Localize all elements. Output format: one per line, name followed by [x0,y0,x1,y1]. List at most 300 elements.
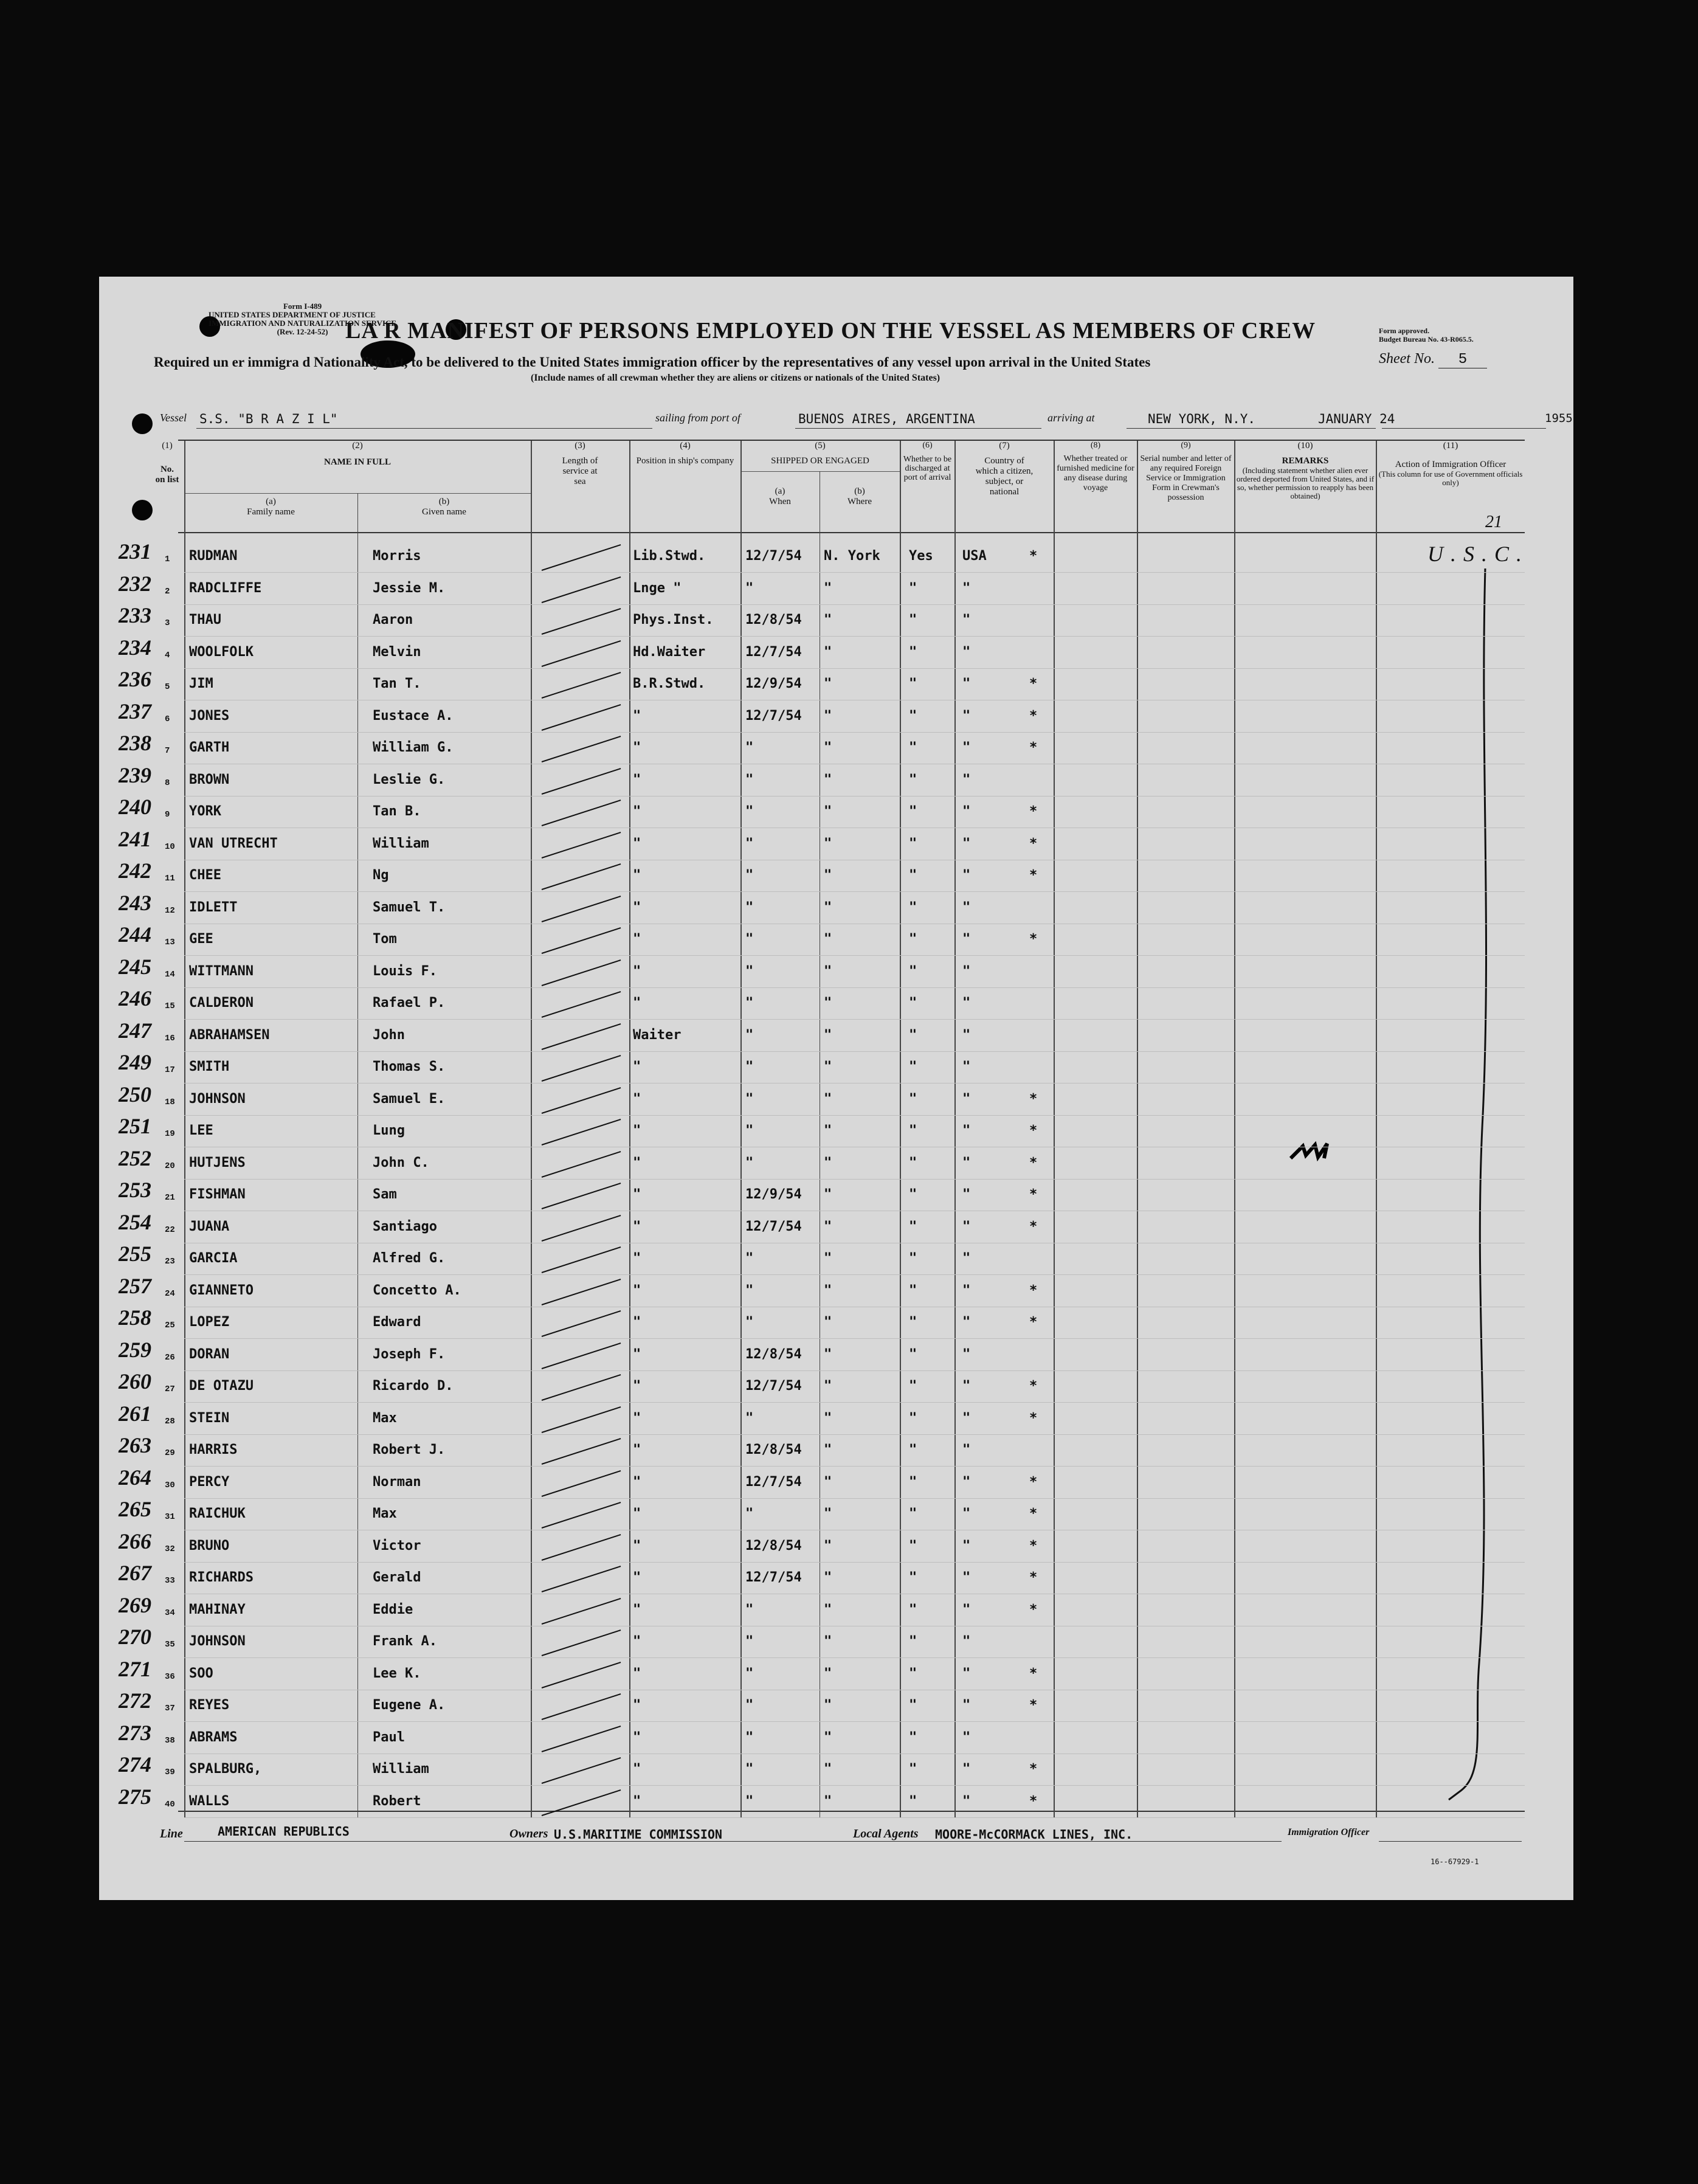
crew-family-name: WOOLFOLK [189,644,254,660]
crew-shipped-when: " [745,1698,754,1713]
crew-shipped-when: " [745,1602,754,1617]
crew-discharge: " [909,1027,917,1043]
col-10-label: REMARKS [1282,456,1329,466]
handwritten-list-number: 233 [119,603,151,627]
crew-mark: * [1029,931,1038,947]
col-5-number: (5) [815,441,826,451]
crew-given-name: Edward [373,1315,421,1330]
crew-country: " [962,1729,971,1745]
handwritten-list-number: 251 [119,1114,151,1138]
crew-family-name: CALDERON [189,995,254,1011]
crew-country: " [962,1282,971,1298]
handwritten-list-number: 245 [119,954,151,979]
crew-mark: * [1029,1378,1038,1394]
service-slash-mark [536,1052,627,1083]
crew-position: Hd.Waiter [633,644,706,660]
col-6-header [902,441,953,482]
col-5b-number: (b) [854,486,865,496]
table-row [99,669,1522,700]
crew-discharge: " [909,740,917,755]
crew-given-name: Ricardo D. [373,1378,454,1394]
col-8-number: (8) [1090,441,1101,450]
crew-family-name: RICHARDS [189,1570,254,1585]
c11-handwritten-mark: 21 [1485,513,1502,531]
list-sequence-number: 24 [165,1288,175,1299]
crew-country: " [962,708,971,724]
service-slash-mark [536,1754,627,1786]
col-4-number: (4) [680,441,691,451]
handwritten-list-number: 272 [119,1688,151,1713]
service-slash-mark [536,829,627,860]
crew-shipped-where: " [824,1506,832,1521]
crew-mark: * [1029,1506,1038,1521]
handwritten-usc: U.S.C. [1427,542,1530,566]
service-slash-mark [536,1595,627,1626]
crew-country: " [962,1251,971,1266]
crew-position: " [633,1155,641,1170]
crew-position: Phys.Inst. [633,612,714,627]
crew-shipped-when: " [745,1091,754,1107]
crew-shipped-where: " [824,1315,832,1330]
table-row [99,1084,1522,1116]
list-sequence-number: 27 [165,1384,175,1394]
table-row [99,1656,1522,1690]
crew-shipped-when: " [745,1634,754,1649]
crew-country: " [962,1187,971,1202]
crew-family-name: YORK [189,804,221,819]
crew-mark: * [1029,1218,1038,1234]
crew-shipped-when: 12/8/54 [745,1346,802,1362]
handwritten-list-number: 274 [119,1752,151,1777]
crew-position: " [633,931,641,947]
crew-family-name: SOO [189,1665,213,1681]
col-2-label: NAME IN FULL [323,457,391,467]
crew-position: " [633,1410,641,1426]
list-sequence-number: 18 [165,1097,175,1107]
underline [196,427,652,429]
table-row [99,1180,1522,1211]
arrival-year: 1955 [1545,412,1573,425]
crew-country: " [962,1155,971,1170]
table-row [99,924,1522,956]
port-of-arrival: NEW YORK, N.Y. [1148,412,1256,426]
crew-discharge: " [909,1282,917,1298]
crew-country: " [962,644,971,660]
list-sequence-number: 12 [165,905,175,916]
service-slash-mark [536,573,627,605]
underline [795,427,1041,429]
table-row [99,1243,1522,1275]
crew-shipped-when: " [745,772,754,787]
crew-shipped-where: " [824,740,832,755]
table-row [99,573,1522,605]
crew-discharge: " [909,1698,917,1713]
crew-shipped-when: 12/7/54 [745,548,802,564]
crew-discharge: " [909,1155,917,1170]
service-slash-mark [536,541,627,573]
service-slash-mark [536,797,627,828]
crew-position: Waiter [633,1027,682,1043]
table-row [99,1754,1522,1786]
crew-shipped-where: " [824,931,832,947]
handwritten-list-number: 255 [119,1242,151,1266]
list-sequence-number: 2 [165,586,170,596]
crew-country: " [962,1538,971,1553]
crew-family-name: THAU [189,612,221,627]
crew-family-name: REYES [189,1698,230,1713]
crew-mark: * [1029,1793,1038,1809]
service-slash-mark [536,605,627,637]
crew-family-name: JOHNSON [189,1634,246,1649]
service-slash-mark [536,733,627,764]
crew-shipped-when: " [745,580,754,596]
crew-position: " [633,835,641,851]
crew-discharge: " [909,1793,917,1809]
crew-discharge: Yes [909,548,933,564]
crew-given-name: Eugene A. [373,1698,446,1713]
crew-position: " [633,1282,641,1298]
handwritten-list-number: 259 [119,1337,151,1362]
crew-family-name: IDLETT [189,899,238,915]
print-code: 16--67929-1 [1431,1857,1479,1866]
crew-given-name: Morris [373,548,421,564]
crew-given-name: Paul [373,1729,405,1745]
crew-country: " [962,772,971,787]
crew-discharge: " [909,612,917,627]
crew-shipped-when: 12/8/54 [745,1538,802,1553]
crew-country: " [962,740,971,755]
list-sequence-number: 8 [165,778,170,788]
service-slash-mark [536,1467,627,1499]
handwritten-list-number: 267 [119,1561,151,1585]
crew-position: " [633,1570,641,1585]
crew-position: " [633,1442,641,1457]
list-sequence-number: 5 [165,682,170,692]
list-sequence-number: 9 [165,810,170,820]
crew-position: " [633,1538,641,1553]
crew-family-name: BROWN [189,772,230,787]
table-row [99,541,1522,573]
crew-given-name: William [373,1761,429,1777]
crew-position: " [633,1315,641,1330]
crew-mark: * [1029,1187,1038,1202]
crew-shipped-when: " [745,963,754,979]
crew-position: " [633,708,641,724]
crew-given-name: Rafael P. [373,995,446,1011]
crew-family-name: CHEE [189,868,221,883]
crew-shipped-when: 12/7/54 [745,1474,802,1490]
handwritten-list-number: 236 [119,667,151,691]
crew-position: Lib.Stwd. [633,548,706,564]
crew-shipped-where: " [824,804,832,819]
crew-country: " [962,1027,971,1043]
crew-discharge: " [909,644,917,660]
crew-country: " [962,1761,971,1777]
crew-mark: * [1029,804,1038,819]
owners-value: U.S.MARITIME COMMISSION [554,1827,722,1842]
crew-shipped-where: " [824,1091,832,1107]
agents-label: Local Agents [853,1827,919,1840]
crew-shipped-where: " [824,1378,832,1394]
crew-position: " [633,1793,641,1809]
crew-shipped-when: 12/9/54 [745,1187,802,1202]
arrival-date: JANUARY 24 [1318,412,1395,426]
crew-country: " [962,1218,971,1234]
crew-position: " [633,804,641,819]
vessel-label: Vessel [160,412,187,424]
crew-discharge: " [909,1346,917,1362]
crew-shipped-where: " [824,835,832,851]
list-sequence-number: 17 [165,1065,175,1075]
crew-position: " [633,1634,641,1649]
crew-position: Lnge " [633,580,682,596]
crew-country: " [962,1665,971,1681]
crew-discharge: " [909,963,917,979]
handwritten-list-number: 264 [119,1465,151,1490]
handwritten-list-number: 246 [119,986,151,1011]
crew-discharge: " [909,1665,917,1681]
crew-family-name: LOPEZ [189,1315,230,1330]
handwritten-list-number: 257 [119,1273,151,1298]
crew-shipped-when: 12/7/54 [745,1570,802,1585]
col-7-label: Country of which a citizen, subject, or national [975,456,1034,497]
crew-mark: * [1029,1474,1038,1490]
crew-mark: * [1029,1410,1038,1426]
crew-country: USA [962,548,987,564]
crew-shipped-where: " [824,1410,832,1426]
service-slash-mark [536,1339,627,1371]
table-row [99,1786,1522,1818]
crew-given-name: Louis F. [373,963,437,979]
crew-discharge: " [909,1506,917,1521]
table-row [99,956,1522,988]
owners-label: Owners [509,1827,548,1840]
crew-position: " [633,772,641,787]
col-10-number: (10) [1297,441,1313,451]
line-label: Line [160,1827,183,1840]
crew-mark: * [1029,1155,1038,1170]
crew-shipped-when: 12/7/54 [745,644,802,660]
crew-discharge: " [909,772,917,787]
handwritten-list-number: 252 [119,1146,151,1170]
list-sequence-number: 15 [165,1001,175,1011]
col-7-header [956,441,1052,497]
punch-hole [132,500,153,520]
crew-shipped-where: " [824,1698,832,1713]
col-11-label: Action of Immigration Officer [1395,460,1506,469]
crew-shipped-where: " [824,1187,832,1202]
col-3-label: Length of service at sea [562,456,598,486]
crew-family-name: RUDMAN [189,548,238,564]
crew-given-name: Santiago [373,1218,437,1234]
shipped-subheader-rule [740,471,900,472]
list-sequence-number: 28 [165,1416,175,1426]
underline [1382,427,1546,429]
crew-family-name: DE OTAZU [189,1378,254,1394]
crew-shipped-where: " [824,899,832,915]
col-5a-header [740,486,820,507]
crew-shipped-where: " [824,1251,832,1266]
table-row [99,1499,1522,1530]
service-slash-mark [536,1563,627,1594]
crew-shipped-where: " [824,676,832,691]
sailing-label: sailing from port of [655,412,740,424]
service-slash-mark [536,1786,627,1818]
crew-position: " [633,1059,641,1074]
col-2a-number: (a) [266,497,276,506]
col-1-number: (1) [162,441,173,451]
col-10-note: (Including statement whether alien ever ordered deported from United States, and if so, whether permission to reapply has been obtained) [1236,466,1375,500]
crew-shipped-when: " [745,1315,754,1330]
crew-discharge: " [909,1570,917,1585]
crew-family-name: GEE [189,931,213,947]
crew-shipped-where: " [824,772,832,787]
crew-shipped-when: " [745,1410,754,1426]
list-sequence-number: 34 [165,1608,175,1618]
crew-shipped-where: " [824,644,832,660]
crew-given-name: Lee K. [373,1665,421,1681]
crew-position: " [633,1346,641,1362]
service-slash-mark [536,1659,627,1690]
service: IMMIGRATION AND NATURALIZATION SERVICE [209,319,397,328]
port-of-departure: BUENOS AIRES, ARGENTINA [798,412,975,426]
col-5-header [740,441,900,466]
crew-shipped-where: " [824,1474,832,1490]
crew-family-name: HUTJENS [189,1155,246,1170]
crew-discharge: " [909,1187,917,1202]
crew-discharge: " [909,804,917,819]
crew-discharge: " [909,1315,917,1330]
crew-shipped-where: " [824,580,832,596]
handwritten-list-number: 263 [119,1433,151,1457]
crew-shipped-when: " [745,931,754,947]
crew-shipped-where: " [824,995,832,1011]
crew-family-name: FISHMAN [189,1187,246,1202]
crew-given-name: Gerald [373,1570,421,1585]
col-11-note: (This column for use of Government officials only) [1378,469,1523,487]
form-approved: Form approved. [1379,327,1430,335]
crew-shipped-when: " [745,1155,754,1170]
crew-discharge: " [909,580,917,596]
crew-shipped-where: " [824,1059,832,1074]
underline [935,1840,1282,1842]
punch-hole [132,413,153,434]
handwritten-list-number: 273 [119,1720,151,1745]
handwritten-list-number: 266 [119,1529,151,1553]
handwritten-list-number: 275 [119,1784,151,1809]
crew-family-name: RADCLIFFE [189,580,262,596]
service-slash-mark [536,860,627,892]
col-9-label: Serial number and letter of any required Foreign Service or Immigration Form in Crewman's possession [1140,454,1232,502]
crew-discharge: " [909,1410,917,1426]
crew-mark: * [1029,740,1038,755]
list-sequence-number: 6 [165,714,170,724]
col-2-number: (2) [352,441,363,451]
crew-shipped-when: " [745,1729,754,1745]
crew-mark: * [1029,1570,1038,1585]
crew-shipped-when: " [745,1123,754,1138]
crew-country: " [962,1698,971,1713]
crew-given-name: Tan T. [373,676,421,691]
col-3-header [534,441,626,487]
handwritten-list-number: 238 [119,731,151,755]
line-value: AMERICAN REPUBLICS [218,1824,350,1839]
crew-discharge: " [909,931,917,947]
crew-given-name: Thomas S. [373,1059,446,1074]
service-slash-mark [536,956,627,988]
crew-family-name: JOHNSON [189,1091,246,1107]
officer-label: Immigration Officer [1288,1827,1370,1837]
crew-position: " [633,1187,641,1202]
crew-family-name: JONES [189,708,230,724]
crew-given-name: Lung [373,1123,405,1138]
list-sequence-number: 26 [165,1352,175,1363]
crew-mark: * [1029,1091,1038,1107]
crew-given-name: Samuel T. [373,899,446,915]
crew-position: " [633,1761,641,1777]
handwritten-list-number: 258 [119,1305,151,1330]
list-sequence-number: 39 [165,1768,175,1777]
crew-family-name: RAICHUK [189,1506,246,1521]
col-5b-label: Where [847,497,872,506]
crew-country: " [962,1346,971,1362]
crew-given-name: John C. [373,1155,429,1170]
crew-family-name: JIM [189,676,213,691]
crew-shipped-when: 12/8/54 [745,1442,802,1457]
handwritten-list-number: 265 [119,1497,151,1521]
agents-value: MOORE-McCORMACK LINES, INC. [935,1827,1133,1842]
crew-mark: * [1029,1282,1038,1298]
crew-shipped-where: " [824,1729,832,1745]
crew-given-name: Melvin [373,644,421,660]
table-row [99,1148,1522,1180]
crew-mark: * [1029,868,1038,883]
list-sequence-number: 7 [165,746,170,756]
table-row [99,1403,1522,1435]
crew-mark: * [1029,1602,1038,1617]
crew-mark: * [1029,1761,1038,1777]
crew-discharge: " [909,708,917,724]
crew-position: " [633,1251,641,1266]
crew-shipped-when: " [745,995,754,1011]
list-sequence-number: 16 [165,1033,175,1043]
handwritten-list-number: 249 [119,1050,151,1074]
crew-shipped-where: " [824,1538,832,1553]
crew-mark: * [1029,1698,1038,1713]
service-slash-mark [536,765,627,797]
crew-country: " [962,1123,971,1138]
list-sequence-number: 38 [165,1735,175,1746]
form-number: Form I-489 [283,302,322,311]
crew-family-name: VAN UTRECHT [189,835,278,851]
subtitle-note: (Include names of all crewman whether they are aliens or citizens or nationals of the United States) [531,373,940,383]
crew-shipped-when: " [745,740,754,755]
list-sequence-number: 10 [165,841,175,852]
crew-given-name: Max [373,1410,397,1426]
handwritten-list-number: 253 [119,1178,151,1202]
crew-discharge: " [909,676,917,691]
service-slash-mark [536,1371,627,1403]
crew-position: " [633,868,641,883]
table-row [99,605,1522,637]
crew-discharge: " [909,1474,917,1490]
list-sequence-number: 25 [165,1321,175,1330]
table-row [99,860,1522,892]
service-slash-mark [536,1403,627,1435]
sheet-value: 5 [1438,351,1487,368]
list-sequence-number: 36 [165,1671,175,1682]
crew-family-name: BRUNO [189,1538,230,1553]
